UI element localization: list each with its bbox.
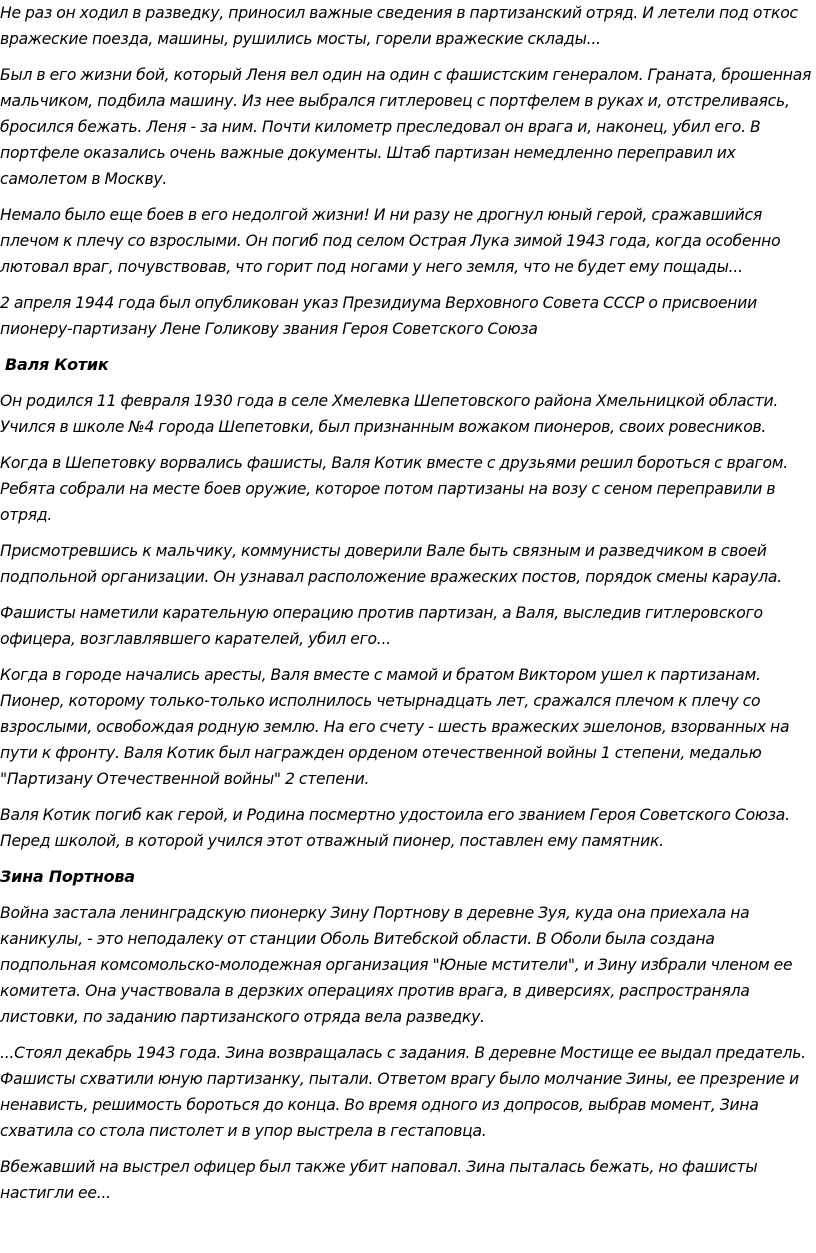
paragraph-portnova-betrayal: ...Стоял декабрь 1943 года. Зина возвращалась с задания. В деревне Мостище ее выдал предатель. Фашисты схватили юную партизанку, пытали. Ответом врагу было молчание Зины, ее презрение и ненависть, решимость бороться до конца. Во время одного из допросов, выбрав момент, Зина схватила со стола пистолет и в упор выстрела в гестаповца.	[0, 1044, 806, 1140]
paragraph-kotik-hero: Валя Котик погиб как герой, и Родина посмертно удостоила его званием Героя Советского Союза. Перед школой, в которой учился этот отважный пионер, поставлен ему памятник.	[0, 806, 790, 850]
paragraph-portnova-escape: Вбежавший на выстрел офицер был также убит наповал. Зина пыталась бежать, но фашисты настигли ее...	[0, 1158, 758, 1202]
paragraph-general-fight: Был в его жизни бой, который Леня вел один на один с фашистским генералом. Граната, брошенная мальчиком, подбила машину. Из нее выбрался гитлеровец с портфелем в руках и, отстреливаясь, бросился бежать. Леня - за ним. Почти километр преследовал он врага и, наконец, убил его. В портфеле оказались очень важные документы. Штаб партизан немедленно переправил их самолетом в Москву.	[0, 66, 812, 188]
paragraph-reconnaissance: Не раз он ходил в разведку, приносил важные сведения в партизанский отряд. И летели под откос вражеские поезда, машины, рушились мосты, горели вражеские склады...	[0, 4, 798, 48]
paragraph-kotik-birth: Он родился 11 февраля 1930 года в селе Хмелевка Шепетовского района Хмельницкой области. Учился в школе №4 города Шепетовки, был признанным вожаком пионеров, своих ровесников.	[0, 392, 779, 436]
paragraph-decree: 2 апреля 1944 года был опубликован указ Президиума Верховного Совета СССР о присвоении пионеру-партизану Лене Голикову звания Героя Советского Союза	[0, 294, 757, 338]
paragraph-portnova-war: Война застала ленинградскую пионерку Зину Портнову в деревне Зуя, куда она приехала на каникулы, - это неподалеку от станции Оболь Витебской области. В Оболи была создана подпольная комсомольско-молодежная организация "Юные мстители", и Зину избрали членом ее комитета. Она участвовала в дерзких операциях против врага, в диверсиях, распространяла листовки, по заданию партизанского отряда вела разведку.	[0, 904, 793, 1026]
paragraph-kotik-officer: Фашисты наметили карательную операцию против партизан, а Валя, выследив гитлеровского офицера, возглавлявшего карателей, убил его...	[0, 604, 763, 648]
paragraph-death-golikov: Немало было еще боев в его недолгой жизни! И ни разу не дрогнул юный герой, сражавшийся плечом к плечу со взрослыми. Он погиб под селом Острая Лука зимой 1943 года, когда особенно лютовал враг, почувствовав, что горит под ногами у него земля, что не будет ему пощады...	[0, 206, 781, 276]
paragraph-kotik-scout: Присмотревшись к мальчику, коммунисты доверили Вале быть связным и разведчиком в своей подпольной организации. Он узнавал расположение вражеских постов, порядок смены караула.	[0, 542, 782, 586]
heading-valya-kotik: Валя Котик	[5, 355, 109, 374]
paragraph-kotik-weapons: Когда в Шепетовку ворвались фашисты, Валя Котик вместе с друзьями решил бороться с врагом. Ребята собрали на месте боев оружие, которое потом партизаны на возу с сеном переправили в отряд.	[0, 454, 788, 524]
paragraph-kotik-partisans: Когда в городе начались аресты, Валя вместе с мамой и братом Виктором ушел к партизанам. Пионер, которому только-только исполнилось четырнадцать лет, сражался плечом к плечу со взрослыми, освобождая родную землю. На его счету - шесть вражеских эшелонов, взорванных на пути к фронту. Валя Котик был награжден орденом отечественной войны 1 степени, медалью "Партизану Отечественной войны" 2 степени.	[0, 666, 790, 788]
heading-zina-portnova: Зина Портнова	[0, 867, 135, 886]
